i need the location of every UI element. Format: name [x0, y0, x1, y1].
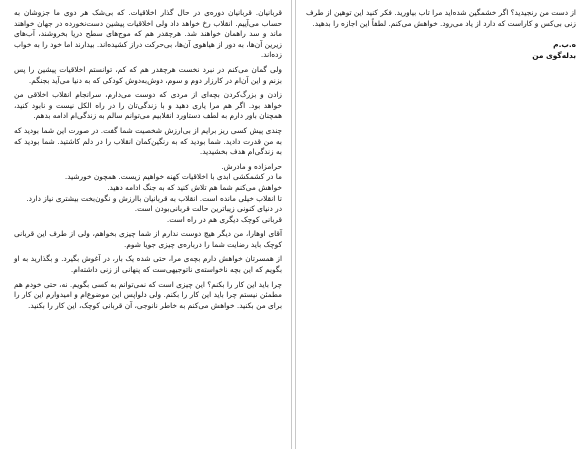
paragraph: حرامزاده و مادرش. [221, 161, 282, 171]
left-page [14, 8, 282, 315]
paragraph: در دنیای کنونی زیباترین حالت قربانی‌بودن است. [134, 204, 282, 214]
signature-block [306, 39, 576, 61]
paragraph: چندی پیش کسی ریز برایم از بی‌ارزش شخصیت شما گفت. در صورت این شما بودید که به من قدرت دادید. شما بودید که به رنگین‌کمان انقلاب را در دلم کاشتید. شما بودید که به زندگی‌ام هدف بخشیدید. [14, 125, 282, 157]
page-gutter [295, 0, 296, 449]
paragraph: ولی گمان می‌کنم در نبرد نخست هرچقدر هم که کم، توانستم اخلاقیات پیشین را پس بزنم و این آن‌ام در کارزار دوم و سوم، دوش‌به‌دوش کودکی که به دنیا می‌آید بجنگم. [14, 64, 282, 85]
paragraph: از دست من رنجیدید؟ اگر خشمگین شده‌اید مرا تاب بیاورید. فکر کنید این توهین از طرف زنی بی‌کس و کاراست که دارد از یاد می‌رود. خواهش می‌کنم. لطفاً این اجازه را بدهید. [306, 8, 576, 28]
paragraph: قربانی کوچک دیگری هم در راه است. [166, 214, 282, 224]
paragraph: آقای اوهارا، من دیگر هیچ دوست ندارم از شما چیزی بخواهم، ولی از طرف این قربانی کوچک باید رضایت شما را درباره‌ی چیزی جویا شوم. [14, 229, 282, 249]
paragraph: ما در کشمکشی ابدی با اخلاقیات کهنه خواهیم زیست. همچون خورشید. [64, 172, 282, 182]
paragraph: چرا باید این کار را بکنم؟ این چیزی است که نمی‌توانم به کسی بگویم. نه، حتی خودم هم مطمئن نیستم چرا باید این کار را بکنم. ولی دلواپس این موضوع‌ام و امیدوارم این کار را برای من بکنید. خواهش می‌کنم به خاطر نانوجی، آن قربانی کوچک، این کار را بکنید. [14, 279, 282, 310]
paragraph: تا انقلاب خیلی مانده است. انقلاب به قربانیان باارزش و نگون‌بخت بیشتری نیاز دارد. [26, 193, 282, 203]
paragraph: از همسرتان خواهش دارم بچه‌ی مرا، حتی شده یک بار، در آغوش بگیرد. و بگذارید به او بگویم که این بچه ناخواسته‌ی ناتوجیهی‌ست که پنهانی از زنی داشته‌ام. [14, 254, 282, 275]
paragraph: خواهش می‌کنم شما هم تلاش کنید که به جنگ ادامه دهید. [107, 182, 282, 192]
paragraph: قربانیان. قربانیان دوره‌ی در حال گذار اخلاقیات. که بی‌شک هر دوی ما جزوشان به حساب می‌آییم. انقلاب رخ خواهد داد ولی اخلاقیات پیشین دست‌نخورده در جهان خواهند ماند و سد راهمان خواهند شد. هرچقدر هم که موج‌های سطح دریا بخروشند، آب‌های زیرین آن‌ها، به دور از هیاهوی آن‌ها، بی‌حرکت دراز کشیده‌اند. بیدارند اما خود را به خواب زده‌اند. [14, 8, 282, 60]
signature-initials: ه.ب.م [553, 40, 576, 50]
paragraph: زادن و بزرگ‌کردن بچه‌ای از مردی که دوست می‌دارم، سرانجام انقلاب اخلاقی من خواهد بود. اگر هم مرا یاری دهید و با زندگی‌تان را در راه الکل نیست و نابود کنید، همچنان باور دارم به لطف دستاورد انقلابیم می‌توانم سالم به زندگی‌ام ادامه بدهم. [14, 90, 282, 121]
signature-text: بدله‌گوی من [532, 51, 576, 61]
page-gutter [291, 0, 292, 449]
right-page [306, 8, 576, 61]
